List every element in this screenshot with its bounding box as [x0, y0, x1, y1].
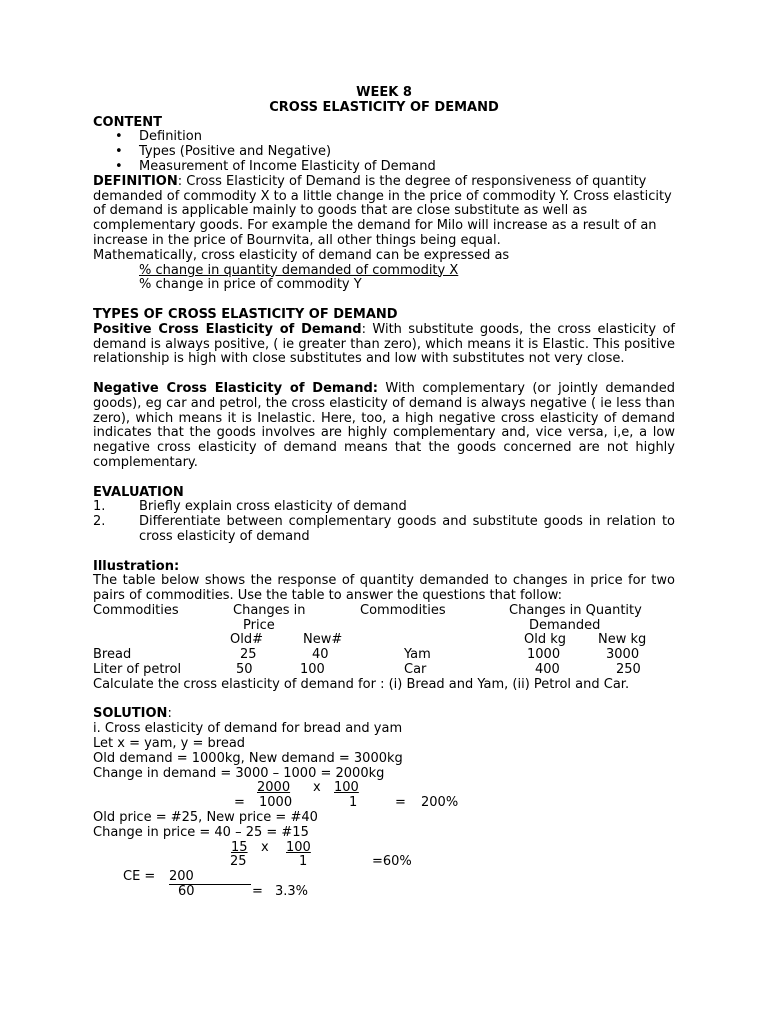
table-cell: 250: [616, 662, 641, 678]
fraction-numerator: 2000: [257, 780, 291, 796]
calc-row: [93, 781, 675, 796]
fraction-numerator: 200: [169, 870, 251, 885]
solution-heading: SOLUTION: [93, 706, 168, 722]
table-cell: 3000: [606, 647, 640, 663]
spacer: [93, 693, 675, 708]
table-header: Price: [243, 617, 275, 633]
list-item: • Types (Positive and Negative): [139, 145, 675, 160]
evaluation-list: [93, 500, 675, 544]
table-subheader: Old#: [230, 632, 263, 648]
result-value: 3.3%: [275, 884, 309, 900]
item-text: Differentiate between complementary goods and substitute goods in relation to cross elasticity of demand: [139, 514, 675, 544]
doc-title: CROSS ELASTICITY OF DEMAND: [269, 99, 499, 115]
ce-label: CE =: [123, 869, 156, 885]
positive-paragraph: [93, 323, 675, 367]
table-cell: Car: [404, 662, 427, 678]
positive-label: Positive Cross Elasticity of Demand: [93, 321, 362, 337]
list-item: [93, 515, 675, 545]
list-item: [93, 500, 675, 515]
solution-colon: :: [167, 706, 172, 722]
list-item: • Measurement of Income Elasticity of Demand: [139, 160, 675, 175]
solution-line: Change in price = 40 – 25 = #15: [93, 824, 309, 840]
table-header: Demanded: [529, 617, 601, 633]
fraction-numerator: 100: [334, 780, 359, 796]
negative-label: Negative Cross Elasticity of Demand:: [93, 380, 378, 396]
table-header: Commodities: [93, 602, 179, 618]
table-cell: 25: [240, 647, 257, 663]
solution-heading-line: [93, 707, 675, 722]
illustration-text: The table below shows the response of quantity demanded to changes in price for two pairs of commodities. Use the table to answer the questions that follow:: [93, 573, 675, 604]
content-heading: CONTENT: [93, 114, 162, 130]
calc-row: [93, 841, 675, 856]
equals-sign: =: [252, 884, 263, 900]
types-heading: TYPES OF CROSS ELASTICITY OF DEMAND: [93, 306, 398, 322]
table-cell: 100: [300, 662, 325, 678]
fraction-denominator: 1: [349, 795, 358, 811]
item-text: Briefly explain cross elasticity of demand: [139, 499, 407, 515]
table-cell: 40: [312, 647, 329, 663]
times-sign: x: [261, 839, 269, 855]
negative-paragraph: [93, 382, 675, 471]
solution-line: Old price = #25, New price = #40: [93, 810, 318, 826]
table-subheader: New#: [303, 632, 343, 648]
definition-text: : Cross Elasticity of Demand is the degree of responsiveness of quantity demanded of commodity X to a little change in the price of commodity Y. Cross elasticity of demand is applicable mainly to goods that are close substitute as well as complementary goods. For example the demand for Milo will increase as a result of an increase in the price of Bournvita, all other things being equal.: [93, 173, 672, 248]
table-subheader: New kg: [598, 632, 647, 648]
fraction-denominator: 1000: [259, 795, 293, 811]
equals-sign: =: [234, 795, 245, 811]
spacer: [93, 293, 675, 308]
definition-label: DEFINITION: [93, 173, 178, 189]
calc-row: [93, 796, 675, 811]
table-cell: 1000: [527, 647, 561, 663]
content-list: [93, 130, 675, 174]
equals-sign: =: [395, 795, 406, 811]
table-header: Changes in Quantity: [509, 602, 642, 618]
definition-paragraph: [93, 175, 675, 249]
solution-line: Change in demand = 3000 – 1000 = 2000kg: [93, 765, 385, 781]
calc-row: [93, 855, 675, 870]
solution-line: i. Cross elasticity of demand for bread and yam: [93, 721, 403, 737]
spacer: [93, 367, 675, 382]
fraction-numerator: 15: [231, 839, 248, 855]
document-page: [93, 86, 675, 900]
table-cell: 400: [535, 662, 560, 678]
result-value: 200%: [421, 795, 459, 811]
spacer: [93, 545, 675, 560]
solution-line: Let x = yam, y = bread: [93, 736, 246, 752]
table-cell: 50: [236, 662, 253, 678]
table-header: Commodities: [360, 602, 446, 618]
formula-numerator: [93, 264, 675, 279]
times-sign: x: [313, 780, 321, 796]
illustration-heading: Illustration:: [93, 558, 180, 574]
commodity-table: [93, 604, 675, 678]
item-number: 1.: [93, 499, 106, 515]
result-value: =60%: [372, 854, 412, 870]
fraction-numerator: 100: [286, 839, 311, 855]
table-subheader: Old kg: [524, 632, 567, 648]
week-title: WEEK 8: [356, 85, 412, 100]
list-item: • Definition: [139, 130, 675, 145]
math-intro: Mathematically, cross elasticity of demand can be expressed as: [93, 247, 510, 263]
spacer: [93, 471, 675, 486]
formula-denominator: % change in price of commodity Y: [139, 277, 362, 293]
calc-row: [93, 885, 675, 900]
table-cell: Bread: [93, 647, 132, 663]
item-number: 2.: [93, 514, 106, 530]
fraction-denominator: 60: [178, 884, 195, 900]
question-text: Calculate the cross elasticity of demand for : (i) Bread and Yam, (ii) Petrol and Car.: [93, 676, 630, 692]
table-cell: Liter of petrol: [93, 662, 182, 678]
fraction-denominator: 1: [299, 854, 308, 870]
fraction-denominator: 25: [230, 854, 247, 870]
table-cell: Yam: [404, 647, 431, 663]
evaluation-heading: EVALUATION: [93, 484, 184, 500]
calc-row: [93, 870, 675, 885]
positive-text: : With substitute goods, the cross elasticity of demand is always positive, ( ie greater than zero), which means it is Elastic. This positive relationship is high with close substitutes and low with substitutes not very close.: [93, 321, 675, 367]
negative-text: With complementary (or jointly demanded goods), eg car and petrol, the cross elasticity of demand is always negative ( ie less than zero), which means it is Inelastic. Here, too, a high negative cross elasticity of demand indicates that the goods involves are highly complementary and, vice versa, i,e, a low negative cross elasticity of demand means that the goods concerned are not highly complementary.: [93, 380, 675, 470]
numerator-text: % change in quantity demanded of commodity X: [139, 262, 459, 278]
solution-line: Old demand = 1000kg, New demand = 3000kg: [93, 750, 403, 766]
table-header: Changes in: [233, 602, 306, 618]
